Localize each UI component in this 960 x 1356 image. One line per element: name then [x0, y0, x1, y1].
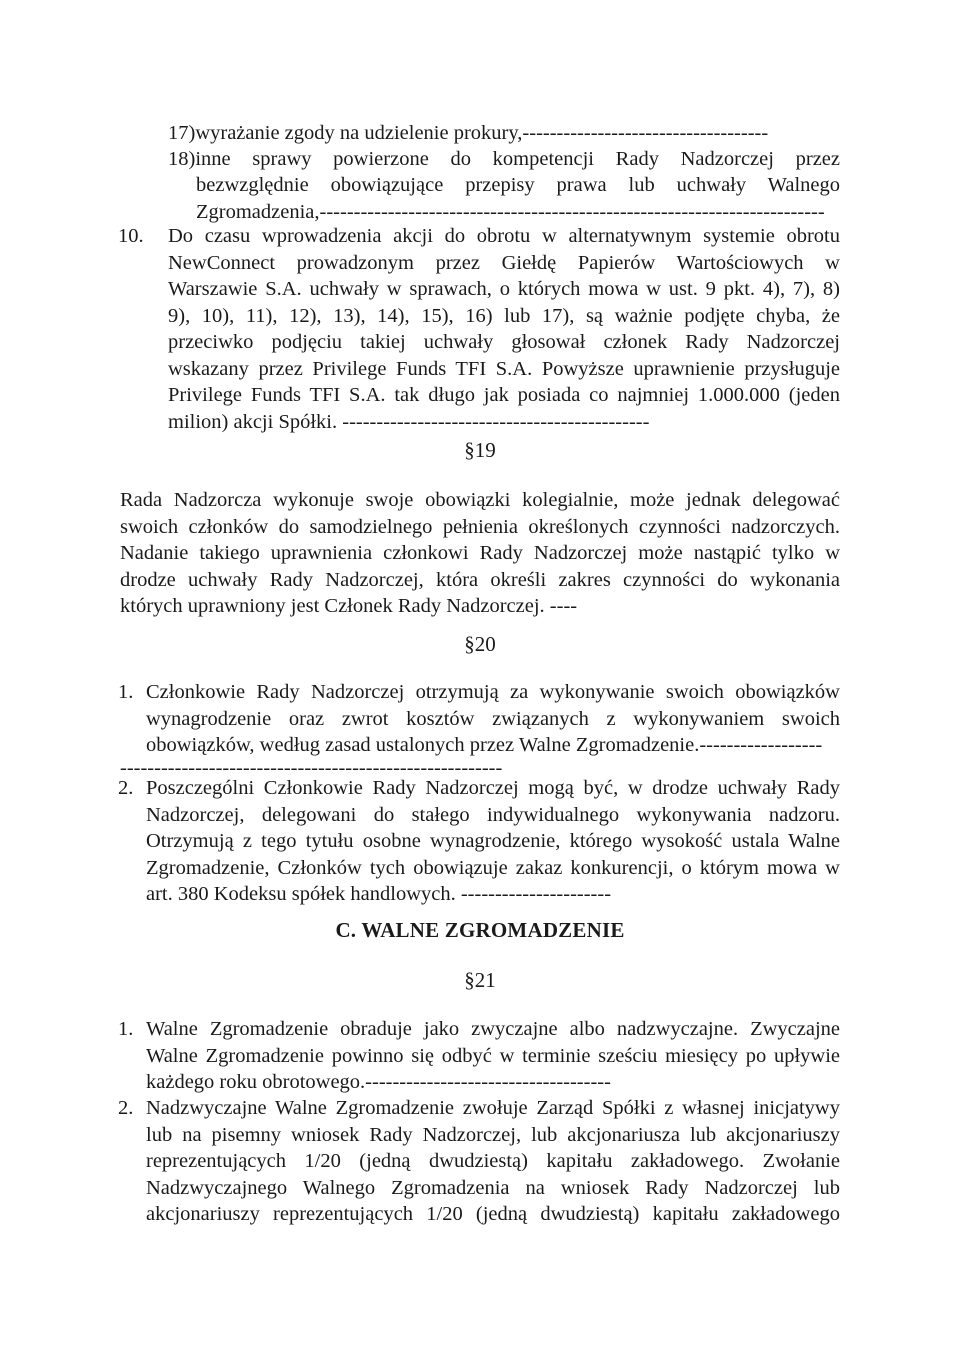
text-line: 17)wyrażanie zgody na udzielenie prokury,------------------------------------ — [168, 122, 768, 144]
text-line: drodze uchwały Rady Nadzorczej, która określi zakres czynności do wykonania — [120, 568, 840, 591]
text-line: 18)inne sprawy powierzone do kompetencji Rady Nadzorczej przez — [168, 148, 840, 170]
text-line: każdego roku obrotowego.------------------------------------ — [146, 1071, 611, 1093]
text-line: milion) akcji Spółki. --------------------------------------------- — [168, 410, 650, 433]
part-heading: C. WALNE ZGROMADZENIE — [335, 918, 625, 942]
list-item-17 — [168, 120, 768, 147]
text-line: Warszawie S.A. uchwały w sprawach, o których mowa w ust. 9 pkt. 4), 7), 8) — [168, 278, 840, 300]
text-line: swoich członków do samodzielnego pełnienia określonych czynności nadzorczych. — [120, 515, 840, 538]
item-number: 2. — [118, 777, 134, 799]
text-line: 9), 10), 11), 12), 13), 14), 15), 16) lub 17), są ważnie podjęte chyba, że — [168, 304, 840, 327]
text-line: bezwzględnie obowiązujące przepisy prawa lub uchwały Walnego — [196, 174, 840, 196]
list-item-18 — [168, 146, 840, 173]
text-line: Zgromadzenia,-------------------------------------------------------------------------- — [196, 200, 825, 223]
section-heading-21: §21 — [464, 968, 496, 992]
text-line: Nadzwyczajne Walne Zgromadzenie zwołuje Zarząd Spółki z własnej inicjatywy — [146, 1097, 840, 1119]
section-20-item-2 — [146, 775, 840, 908]
section-19-text — [120, 487, 840, 620]
section-heading-20: §20 — [464, 632, 496, 656]
section-21-item-2 — [146, 1095, 840, 1228]
section-20-item-1 — [146, 679, 840, 759]
text-line: obowiązków, według zasad ustalonych przez Walne Zgromadzenie.------------------ — [146, 734, 823, 756]
text-line: reprezentujących 1/20 (jedną dwudziestą) kapitału zakładowego. Zwołanie — [146, 1150, 840, 1172]
text-line: Nadanie takiego uprawnienia członkowi Rady Nadzorczej może nastąpić tylko w — [120, 542, 840, 564]
text-line: Walne Zgromadzenie obraduje jako zwyczajne albo nadzwyczajne. Zwyczajne — [146, 1018, 840, 1040]
text-line: Poszczególni Członkowie Rady Nadzorczej mogą być, w drodze uchwały Rady — [146, 777, 840, 799]
text-line: akcjonariuszy reprezentujących 1/20 (jedną dwudziestą) kapitału zakładowego — [146, 1203, 840, 1225]
item-10-text — [168, 223, 840, 435]
list-item-18-cont — [196, 172, 840, 225]
text-line: Walne Zgromadzenie powinno się odbyć w terminie sześciu miesięcy po upływie — [146, 1044, 840, 1067]
text-line: art. 380 Kodeksu spółek handlowych. ---------------------- — [146, 883, 612, 905]
item-number: 1. — [118, 681, 134, 703]
section-21-item-1 — [146, 1016, 840, 1096]
text-line: lub na pisemny wniosek Rady Nadzorczej, lub akcjonariusza lub akcjonariuszy — [146, 1123, 840, 1146]
section-heading-19: §19 — [464, 438, 496, 462]
text-line: -------------------------------------------------------- — [120, 757, 503, 779]
text-line: Nadzwyczajnego Walnego Zgromadzenia na wniosek Rady Nadzorczej lub — [146, 1176, 840, 1199]
text-line: NewConnect prowadzonym przez Giełdę Papierów Wartościowych w — [168, 251, 840, 274]
text-line: Członkowie Rady Nadzorczej otrzymują za wykonywanie swoich obowiązków — [146, 681, 840, 703]
text-line: Nadzorczej, delegowani do stałego indywidualnego wykonywania nadzoru. — [146, 803, 840, 826]
text-line: Otrzymują z tego tytułu osobne wynagrodzenie, którego wysokość ustala Walne — [146, 830, 840, 852]
text-line: Do czasu wprowadzenia akcji do obrotu w alternatywnym systemie obrotu — [168, 225, 840, 247]
text-line: Privilege Funds TFI S.A. tak długo jak posiada co najmniej 1.000.000 (jeden — [168, 384, 840, 406]
item-number: 2. — [118, 1097, 134, 1119]
text-line: wskazany przez Privilege Funds TFI S.A. Powyższe uprawnienie przysługuje — [168, 357, 840, 380]
text-line: Rada Nadzorcza wykonuje swoje obowiązki kolegialnie, może jednak delegować — [120, 489, 840, 511]
item-number: 1. — [118, 1018, 134, 1040]
text-line: przeciwko podjęciu takiej uchwały głosował członek Rady Nadzorczej — [168, 331, 840, 353]
text-line: których uprawniony jest Członek Rady Nadzorczej. ---- — [120, 595, 578, 617]
item-number: 10. — [118, 225, 144, 247]
text-line: wynagrodzenie oraz zwrot kosztów związanych z wykonywaniem swoich — [146, 707, 840, 730]
text-line: Zgromadzenie, Członków tych obowiązuje zakaz konkurencji, o którym mowa w — [146, 856, 840, 879]
